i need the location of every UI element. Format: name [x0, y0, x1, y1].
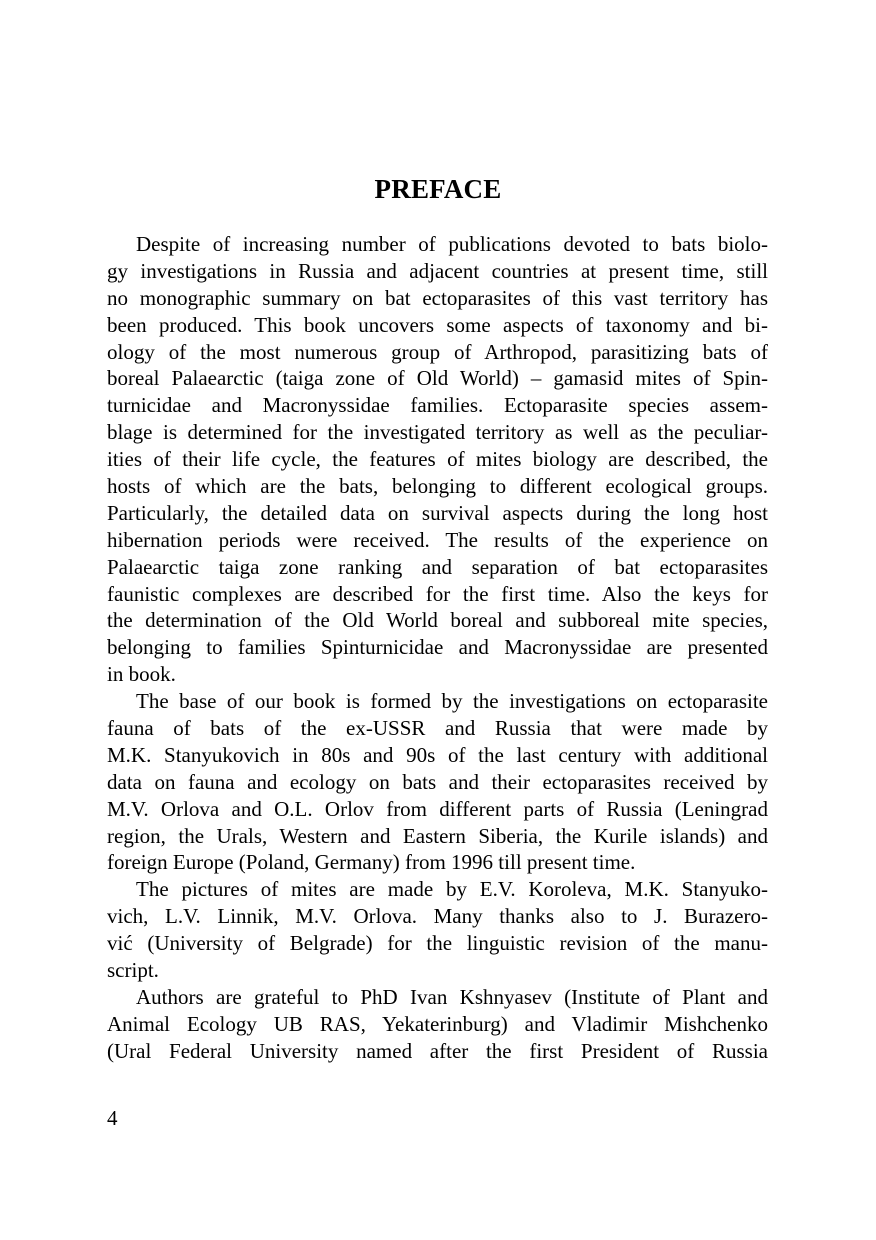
page-number: 4: [107, 1106, 118, 1130]
text-line: been produced. This book uncovers some aspects of taxonomy and bi-: [107, 312, 768, 337]
text-line: hibernation periods were received. The results of the experience on: [107, 527, 768, 552]
text-line: M.K. Stanyukovich in 80s and 90s of the last century with additional: [107, 742, 768, 767]
text-line: the determination of the Old World boreal and subboreal mite species,: [107, 608, 768, 633]
text-line: vich, L.V. Linnik, M.V. Orlova. Many thanks also to J. Burazero-: [107, 904, 768, 929]
text-line: faunistic complexes are described for the first time. Also the keys for: [107, 581, 768, 606]
text-line: hosts of which are the bats, belonging to different ecological groups.: [107, 474, 768, 499]
text-line: The pictures of mites are made by E.V. Koroleva, M.K. Stanyuko-: [136, 877, 768, 902]
text-line: fauna of bats of the ex-USSR and Russia that were made by: [107, 716, 768, 741]
text-line: Particularly, the detailed data on survival aspects during the long host: [107, 500, 768, 525]
text-line: blage is determined for the investigated territory as well as the peculiar-: [107, 420, 768, 445]
text-line: (Ural Federal University named after the first President of Russia: [107, 1038, 768, 1063]
text-line: Despite of increasing number of publications devoted to bats biolo-: [136, 232, 768, 256]
text-line: boreal Palaearctic (taiga zone of Old World) – gamasid mites of Spin-: [107, 366, 768, 391]
page-title: PREFACE: [374, 174, 502, 204]
text-line: in book.: [107, 662, 176, 687]
text-line: data on fauna and ecology on bats and their ectoparasites received by: [107, 769, 768, 794]
text-line: turnicidae and Macronyssidae families. Ectoparasite species assem-: [107, 393, 768, 418]
text-line: ities of their life cycle, the features of mites biology are described, the: [107, 447, 768, 472]
text-line: Animal Ecology UB RAS, Yekaterinburg) and Vladimir Mishchenko: [107, 1011, 768, 1036]
text-line: no monographic summary on bat ectoparasites of this vast territory has: [107, 285, 768, 310]
text-line: The base of our book is formed by the investigations on ectoparasite: [136, 689, 768, 714]
text-line: region, the Urals, Western and Eastern Siberia, the Kurile islands) and: [107, 823, 768, 848]
text-line: Palaearctic taiga zone ranking and separation of bat ectoparasites: [107, 554, 768, 579]
text-line: belonging to families Spinturnicidae and Macronyssidae are presented: [107, 635, 768, 660]
text-line: foreign Europe (Poland, Germany) from 1996 till present time.: [107, 850, 636, 875]
text-line: Authors are grateful to PhD Ivan Kshnyasev (Institute of Plant and: [136, 984, 768, 1009]
preface-body: [107, 231, 768, 1065]
text-line: M.V. Orlova and O.L. Orlov from different parts of Russia (Leningrad: [107, 796, 768, 821]
text-line: gy investigations in Russia and adjacent countries at present time, still: [107, 258, 768, 283]
text-line: vić (University of Belgrade) for the linguistic revision of the manu-: [107, 931, 768, 956]
text-line: ology of the most numerous group of Arthropod, parasitizing bats of: [107, 339, 768, 364]
text-line: script.: [107, 958, 159, 983]
